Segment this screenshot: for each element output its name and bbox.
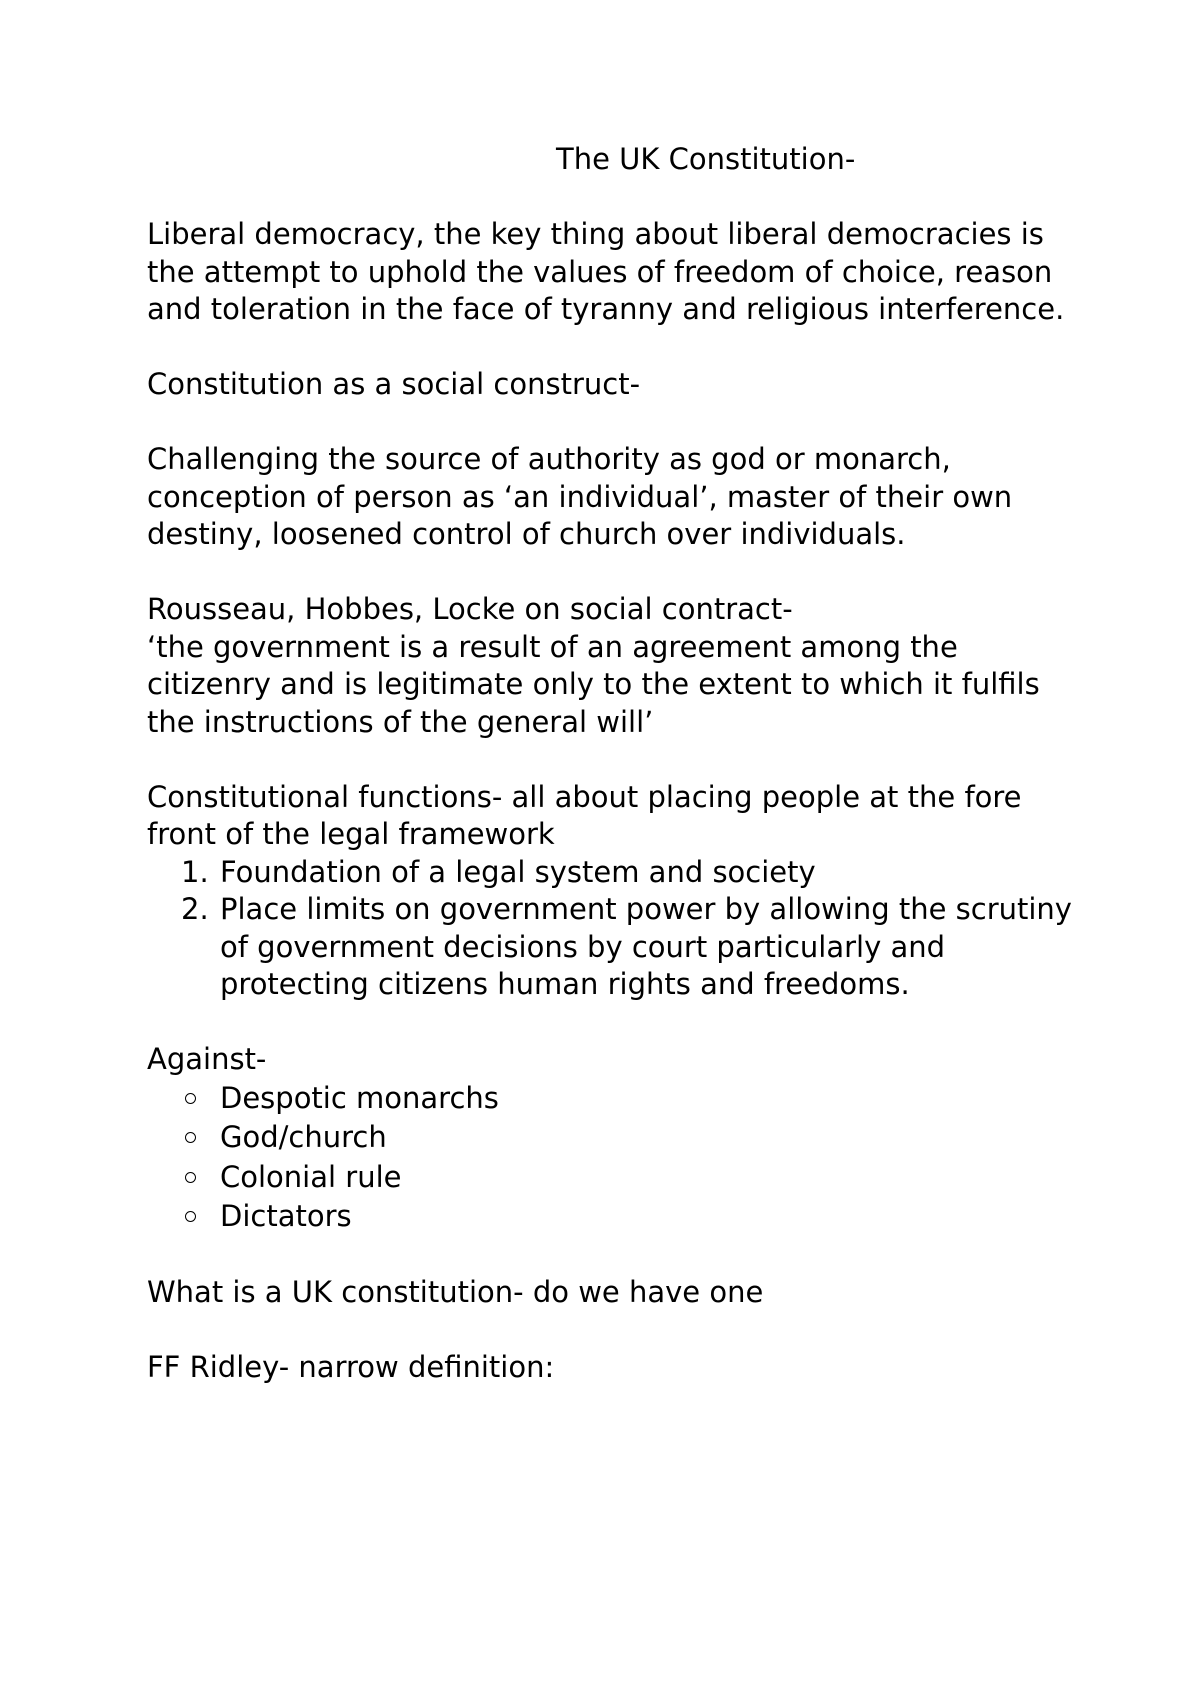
list-item-text: Foundation of a legal system and society bbox=[220, 854, 816, 889]
heading-social-construct: Constitution as a social construct- bbox=[147, 367, 641, 401]
list-item bbox=[147, 1197, 1087, 1237]
heading-social-contract: Rousseau, Hobbes, Locke on social contract- bbox=[147, 592, 793, 626]
circle-bullet-icon bbox=[185, 1172, 196, 1183]
quote-general-will: ‘the government is a result of an agreement among the citizenry and is legitimate only to the extent to which it fulfils the instructions of the general will’ bbox=[147, 629, 1040, 739]
spacer bbox=[147, 1004, 1087, 1042]
list-item-text: Despotic monarchs bbox=[220, 1080, 499, 1115]
circle-bullet-icon bbox=[185, 1132, 196, 1143]
paragraph-uk-constitution-question: What is a UK constitution- do we have one bbox=[147, 1275, 764, 1309]
paragraph-constitutional-functions: Constitutional functions- all about placing people at the fore front of the legal framework bbox=[147, 779, 1022, 851]
spacer bbox=[147, 179, 1087, 217]
paragraph-liberal-democracy: Liberal democracy, the key thing about liberal democracies is the attempt to uphold the values of freedom of choice, reason and toleration in the face of tyranny and religious interference. bbox=[147, 217, 1065, 326]
list-item bbox=[147, 1158, 1087, 1198]
paragraph-challenging-authority: Challenging the source of authority as god or monarch, conception of person as ‘an individual’, master of their own destiny, loosened control of church over individuals. bbox=[147, 442, 1013, 551]
list-item-text: Place limits on government power by allowing the scrutiny of government decisions by court particularly and protecting citizens human rights and freedoms. bbox=[220, 892, 1072, 1001]
list-item-text: God/church bbox=[220, 1120, 387, 1154]
list-item bbox=[147, 1118, 1087, 1158]
document-page bbox=[147, 141, 1087, 1387]
spacer bbox=[147, 741, 1087, 779]
spacer bbox=[147, 1237, 1087, 1275]
spacer bbox=[147, 404, 1087, 442]
list-item bbox=[147, 1079, 1087, 1119]
list-item bbox=[147, 891, 1087, 1004]
list-item bbox=[147, 854, 1087, 892]
circle-bullet-icon bbox=[185, 1093, 196, 1104]
list-number: 2. bbox=[181, 892, 209, 926]
document-title: The UK Constitution- bbox=[556, 142, 856, 176]
against-list bbox=[147, 1079, 1087, 1237]
circle-bullet-icon bbox=[185, 1211, 196, 1222]
spacer bbox=[147, 554, 1087, 592]
list-item-text: Dictators bbox=[220, 1199, 352, 1233]
list-item-text: Colonial rule bbox=[220, 1159, 402, 1194]
functions-list bbox=[147, 854, 1087, 1004]
heading-against: Against- bbox=[147, 1042, 267, 1076]
spacer bbox=[147, 329, 1087, 367]
paragraph-ridley-definition: FF Ridley- narrow definition: bbox=[147, 1350, 555, 1384]
spacer bbox=[147, 1312, 1087, 1350]
list-number: 1. bbox=[181, 854, 209, 889]
